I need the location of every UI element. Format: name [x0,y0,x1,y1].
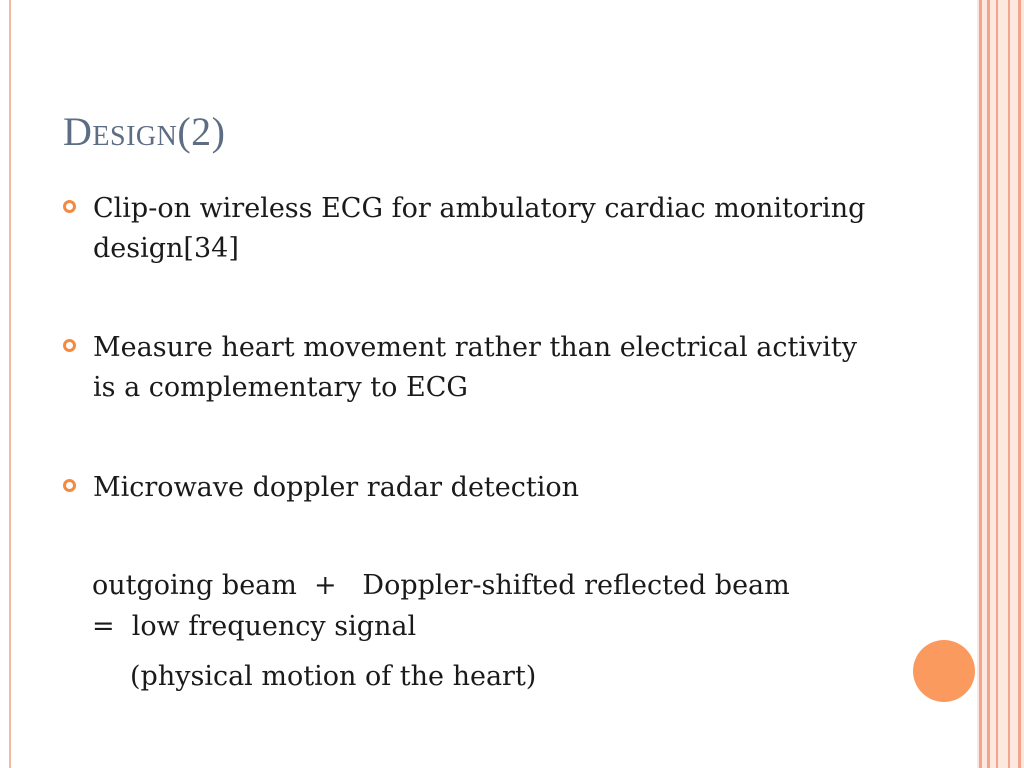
decorative-circle [913,640,975,702]
frame-stripe [996,0,998,768]
frame-stripe [1018,0,1021,768]
bullet-circle-icon [63,200,76,213]
bullet-text: Measure heart movement rather than electrical activity is a complementary to ECG [93,332,857,403]
bullet-circle-icon [63,479,76,492]
bullet-item [63,189,883,269]
left-border-line [9,0,11,768]
bullet-text: Microwave doppler radar detection [93,472,580,503]
bullet-text: Clip-on wireless ECG for ambulatory cardiac monitoring design[34] [93,193,866,264]
equation-line-1: outgoing beam + Doppler-shifted reflected beam [92,570,790,601]
bullet-item [63,328,883,408]
frame-stripe [987,0,990,768]
frame-stripe [1008,0,1010,768]
equation-note: (physical motion of the heart) [130,661,537,692]
bullet-circle-icon [63,339,76,352]
equation-line-2: = low frequency signal [92,611,417,642]
bullet-item [63,468,883,508]
slide-title: Design(2) [63,109,226,154]
right-decorative-frame [977,0,1024,768]
frame-stripe [979,0,982,768]
